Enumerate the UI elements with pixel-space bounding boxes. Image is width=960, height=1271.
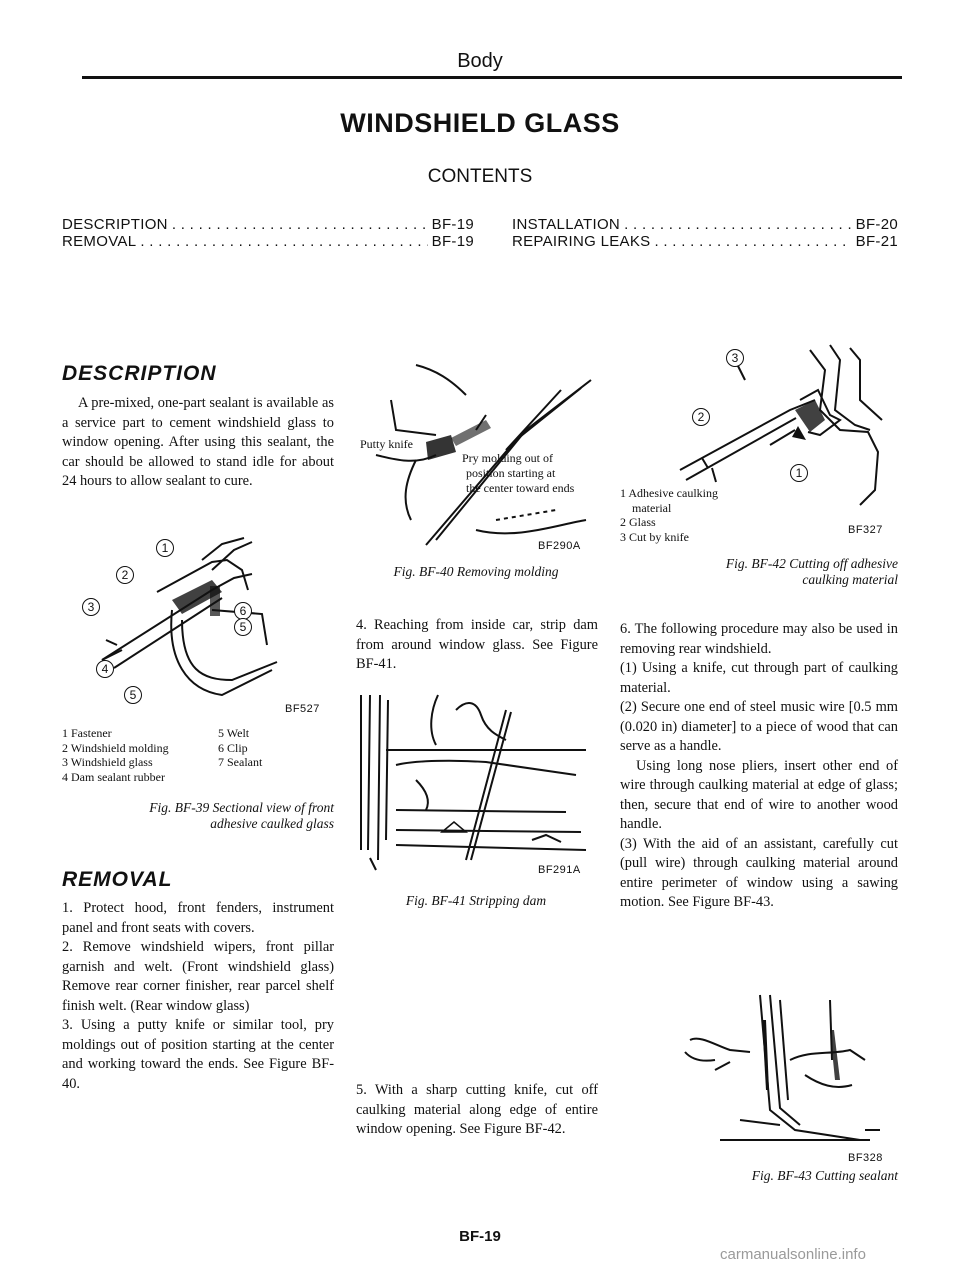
removal-step-3: 3. Using a putty knife or similar tool, pry moldings out of position starting at the center and working toward the ends. See Figure BF-40. [62,1017,334,1092]
callout-6: 6 [234,602,252,620]
fig39-id: BF527 [285,703,320,715]
toc-entry-page: BF-21 [855,233,898,250]
fig39-caption: Fig. BF-39 Sectional view of front adhesive caulked glass [149,800,334,831]
fig42-legend: 1 Adhesive caulking material 2 Glass 3 Cut by knife [620,486,718,544]
running-header: Body [457,50,503,72]
watermark: carmanualsonline.info [720,1246,866,1263]
removal-step-6: 6. The following procedure may also be used in removing rear windshield. (1) Using a knife, cut through part of caulking material. (2) Secure one end of steel music wire [0.5 mm (0.020 in) diameter] to a piece of wood that can serve as a handle. Using long nose pliers, insert other end of wire through caulking material at edge of glass; then, secure that end of wire to another wood handle. (3) With the aid of an assistant, carefully cut (pull wire) through caulking material around entire perimeter of window using a sawing motion. See Figure BF-43. [620,621,898,910]
removal-steps [62,899,334,1094]
callout-2: 2 [116,566,134,584]
callout-5b: 5 [234,618,252,636]
fig40-label-pry-3: the center toward ends [466,481,575,495]
removal-step-5: 5. With a sharp cutting knife, cut off caulking material along edge of entire window opening. See Figure BF-42. [356,1082,598,1137]
fig39-illustration [62,530,334,710]
toc-left-column [62,216,474,250]
fig40-label-pry-2: position starting at [466,466,556,480]
fig39-legend-right: 5 Welt 6 Clip 7 Sealant [218,726,263,769]
fig41-illustration [356,690,596,870]
fig43-caption: Fig. BF-43 Cutting sealant [751,1168,898,1183]
toc-entry[interactable] [62,216,474,233]
callout-3: 3 [82,598,100,616]
fig41-caption: Fig. BF-41 Stripping dam [405,893,547,908]
toc-entry[interactable] [512,216,898,233]
fig42-callout-3: 3 [726,349,744,367]
fig41-id: BF291A [538,864,581,876]
fig42-id: BF327 [848,524,883,536]
fig42-callout-1: 1 [790,464,808,482]
fig42-callout-2: 2 [692,408,710,426]
fig43-illustration [620,990,900,1150]
removal-step-1: 1. Protect hood, front fenders, instrument panel and front seats with covers. [62,900,334,936]
toc-entry[interactable] [62,233,474,250]
callout-1: 1 [156,539,174,557]
callout-5: 5 [124,686,142,704]
removal-step-2: 2. Remove windshield wipers, front pillar garnish and welt. (Front windshield glass) Remove rear corner finisher, rear parcel shelf finish welt. (Rear window glass) [62,939,334,1014]
fig42-caption: Fig. BF-42 Cutting off adhesive caulking material [725,556,898,587]
toc-entry-page: BF-20 [855,216,898,233]
callout-4: 4 [96,660,114,678]
description-body: A pre-mixed, one-part sealant is available as a service part to cement windshield glass to window opening. After using this sealant, the car should be allowed to stand idle for about 24 hours to allow sealant to cure. [62,395,334,489]
description-heading: DESCRIPTION [62,362,217,385]
toc-entry-page: BF-19 [431,233,474,250]
page-number: BF-19 [459,1228,501,1245]
fig40-label-pry-1: Pry molding out of [462,451,554,465]
fig40-id: BF290A [538,540,581,552]
contents-title: CONTENTS [427,166,533,187]
toc-right-column [512,216,898,250]
toc-entry-label: INSTALLATION [512,216,621,233]
fig40-caption: Fig. BF-40 Removing molding [393,564,559,579]
toc-entry-page: BF-19 [431,216,474,233]
toc-entry[interactable] [512,233,898,250]
fig43-id: BF328 [848,1152,883,1164]
toc-entry-label: REPAIRING LEAKS [512,233,651,250]
page-title: WINDSHIELD GLASS [340,108,620,138]
fig39-legend-left: 1 Fastener 2 Windshield molding 3 Windshield glass 4 Dam sealant rubber [62,726,169,784]
toc-entry-label: DESCRIPTION [62,216,168,233]
removal-heading: REMOVAL [62,868,173,891]
header-rule [82,76,902,79]
removal-step-4: 4. Reaching from inside car, strip dam from around window glass. See Figure BF-41. [356,617,598,672]
toc-entry-label: REMOVAL [62,233,137,250]
fig40-label-putty-knife: Putty knife [360,437,413,451]
